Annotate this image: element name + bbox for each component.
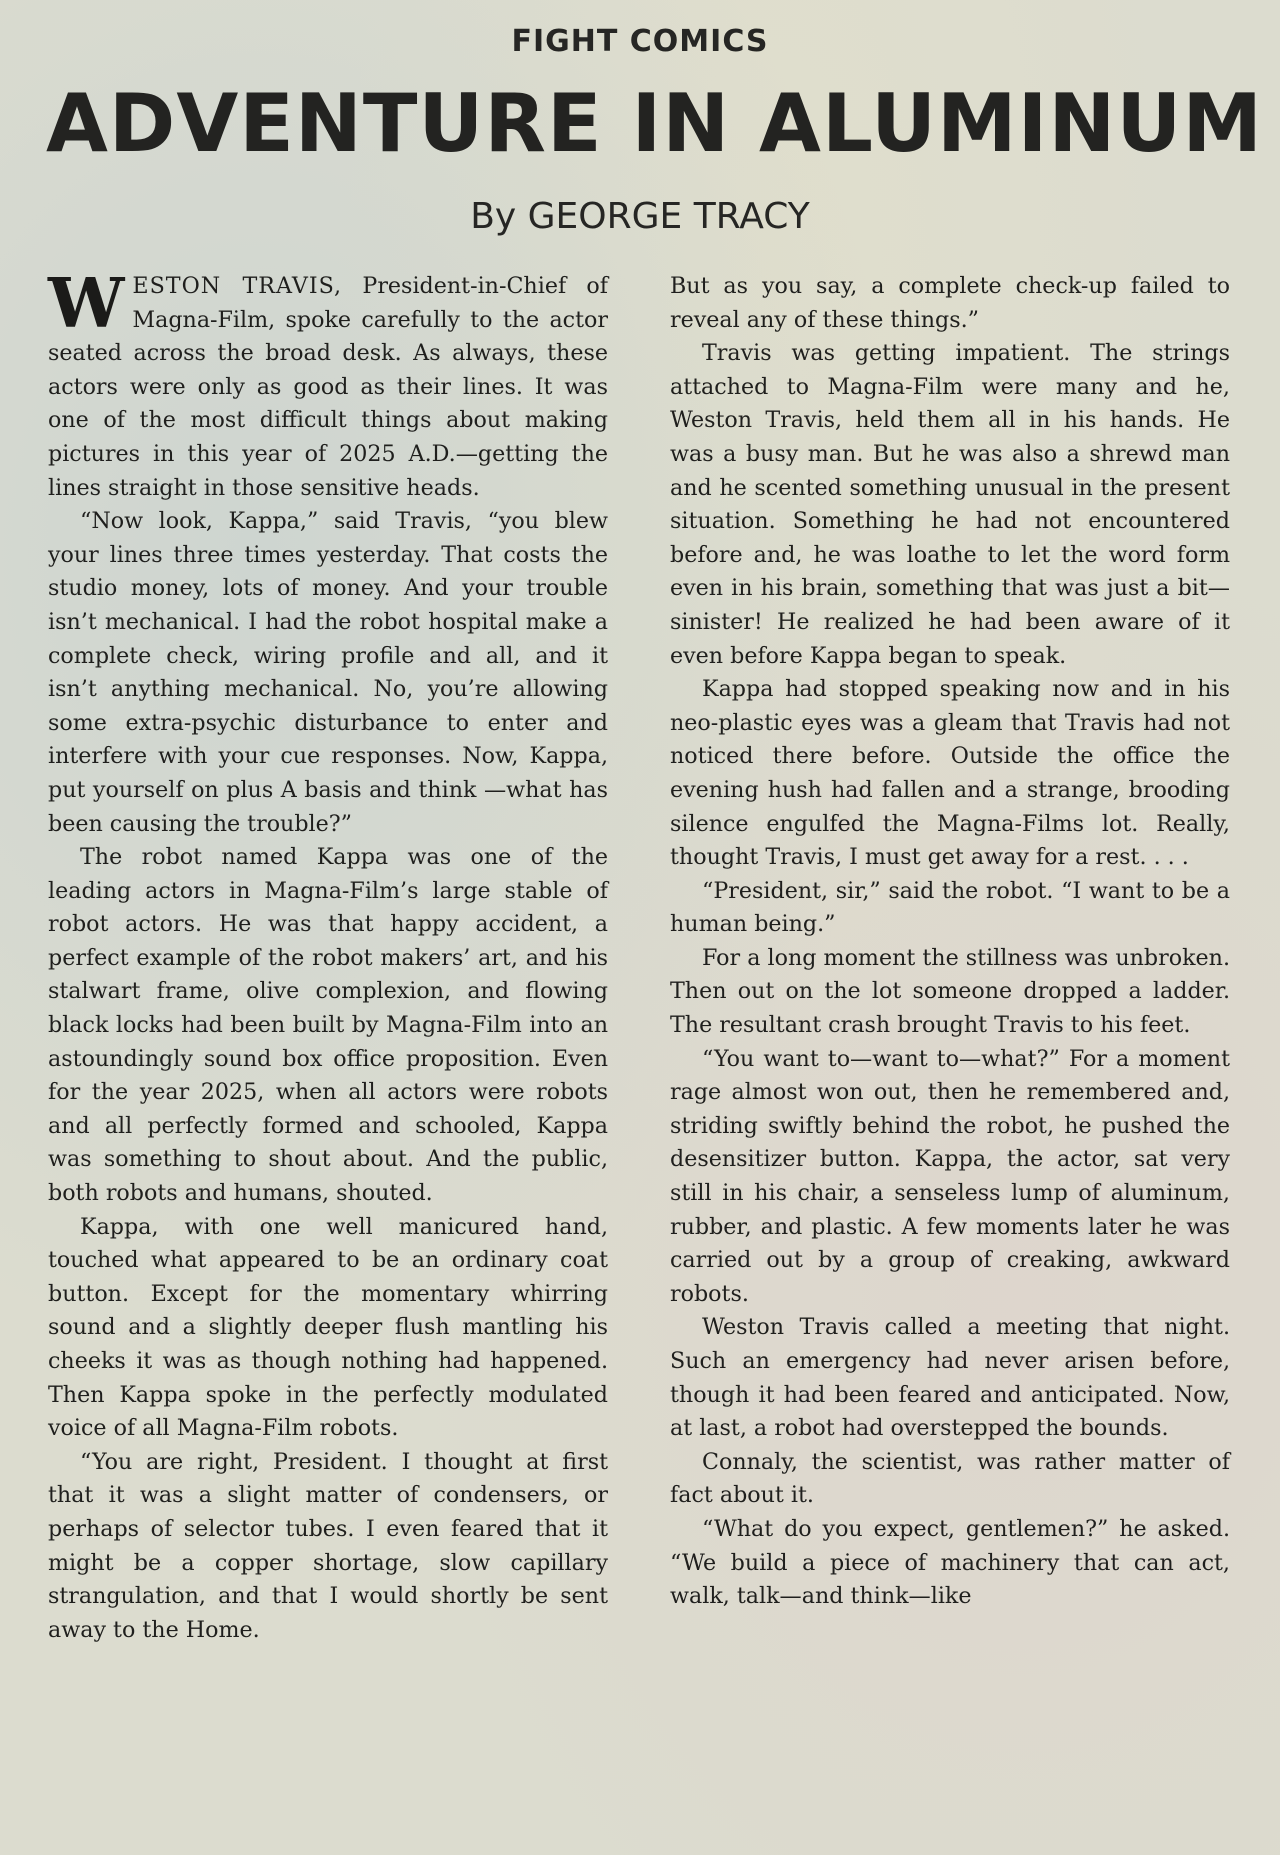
paragraph-5: “You are right, President. I thought at first that it was a slight matter of condensers, or perhaps of selector tubes. I even feared that it might be a copper shortage, slow capillary strangulation, and that I would shortly be sent away to the Home. xyxy=(48,1448,608,1643)
paragraph-5-continued: But as you say, a complete check-up failed to reveal any of these things.” xyxy=(670,273,1230,333)
paragraph-10: “You want to—want to—what?” For a moment rage almost won out, then he remembered and, striding swiftly behind the robot, he pushed the desensitizer button. Kappa, the actor, sat very still in his chair, a senseless lump of aluminum, rubber, and plastic. A few moments later he was carried out by a group of creaking, awkward robots. xyxy=(670,1045,1230,1307)
story-title: ADVENTURE IN ALUMINUM xyxy=(46,77,1263,170)
drop-cap: W xyxy=(48,264,125,344)
paragraph-11: Weston Travis called a meeting that night. Such an emergency had never arisen before, though it had been feared and anticipated. Now, at last, a robot had overstepped the bounds. xyxy=(670,1314,1230,1442)
paragraph-1 xyxy=(48,264,608,505)
story-columns xyxy=(48,264,1230,1647)
paragraph-9: For a long moment the stillness was unbroken. Then out on the lot someone dropped a ladder. The resultant crash brought Travis to his feet. xyxy=(670,944,1230,1039)
paragraph-2: “Now look, Kappa,” said Travis, “you blew your lines three times yesterday. That costs the studio money, lots of money. And your trouble isn’t mechanical. I had the robot hospital make a complete check, wiring profile and all, and it isn’t anything mechanical. No, you’re allowing some extra-psychic disturbance to enter and interfere with your cue responses. Now, Kappa, put yourself on plus A basis and think —what has been causing the trouble?” xyxy=(48,508,608,837)
lead-in: ESTON TRAVIS, xyxy=(132,273,343,299)
paragraph-13: “What do you expect, gentlemen?” he asked. “We build a piece of machinery that can act, walk, talk—and think—like xyxy=(670,1515,1230,1610)
paragraph-7: Kappa had stopped speaking now and in his neo-plastic eyes was a gleam that Travis had not noticed there before. Outside the office the evening hush had fallen and a strange, brooding silence engulfed the Magna-Films lot. Really, thought Travis, I must get away for a rest. . . . xyxy=(670,676,1230,871)
paragraph-8: “President, sir,” said the robot. “I want to be a human being.” xyxy=(670,877,1230,938)
right-column xyxy=(670,270,1230,1647)
paragraph-1-text: President-in-Chief of Magna-Film, spoke carefully to the actor seated across the broad desk. As always, these actors were only as good as their lines. It was one of the most difficult things about making pictures in this year of 2025 A.D.—getting the lines straight in those sensitive heads. xyxy=(48,273,608,501)
left-column xyxy=(48,264,608,1647)
paragraph-3: The robot named Kappa was one of the leading actors in Magna-Film’s large stable of robot actors. He was that happy accident, a perfect example of the robot makers’ art, and his stalwart frame, olive complexion, and flowing black locks had been built by Magna-Film into an astoundingly sound box office proposition. Even for the year 2025, when all actors were robots and all perfectly formed and schooled, Kappa was something to shout about. And the public, both robots and humans, shouted. xyxy=(48,844,608,1207)
masthead: FIGHT COMICS xyxy=(511,24,769,59)
byline: By GEORGE TRACY xyxy=(470,196,810,237)
paragraph-12: Connaly, the scientist, was rather matter of fact about it. xyxy=(670,1448,1230,1509)
paragraph-6: Travis was getting impatient. The strings attached to Magna-Film were many and he, Weston Travis, held them all in his hands. He was a busy man. But he was also a shrewd man and he scented something unusual in the present situation. Something he had not encountered before and, he was loathe to let the word form even in his brain, something that was just a bit—sinister! He realized he had been aware of it even before Kappa began to speak. xyxy=(670,340,1230,669)
paragraph-4: Kappa, with one well manicured hand, touched what appeared to be an ordinary coat button. Except for the momentary whirring sound and a slightly deeper flush mantling his cheeks it was as though nothing had happened. Then Kappa spoke in the perfectly modulated voice of all Magna-Film robots. xyxy=(48,1213,608,1442)
